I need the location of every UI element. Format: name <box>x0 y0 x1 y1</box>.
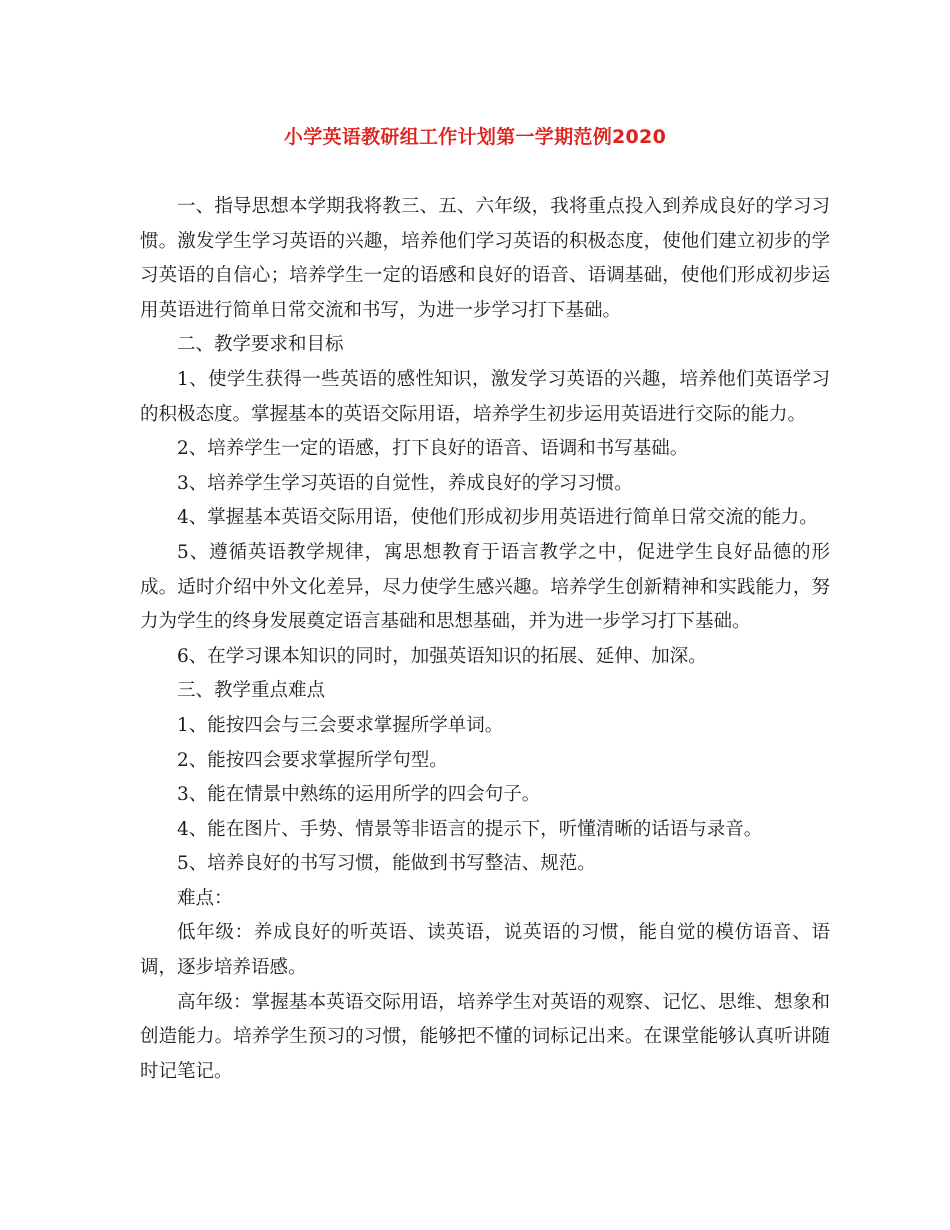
list-item: 5、遵循英语教学规律，寓思想教育于语言教学之中，促进学生良好品德的形成。适时介绍中外文化差异，尽力使学生感兴趣。培养学生创新精神和实践能力，努力为学生的终身发展奠定语言基础和思想基础，并为进一步学习打下基础。 <box>140 541 830 633</box>
list-item: 3、培养学生学习英语的自觉性，养成良好的学习习惯。 <box>177 472 633 494</box>
paragraph-lower-grades: 低年级：养成良好的听英语、读英语，说英语的习惯，能自觉的模仿语音、语调，逐步培养语感。 <box>140 922 830 979</box>
list-item: 1、能按四会与三会要求掌握所学单词。 <box>177 714 504 736</box>
paragraph-upper-grades: 高年级：掌握基本英语交际用语，培养学生对英语的观察、记忆、思维、想象和创造能力。培养学生预习的习惯，能够把不懂的词标记出来。在课堂能够认真听讲随时记笔记。 <box>140 991 830 1082</box>
list-item: 4、能在图片、手势、情景等非语言的提示下，听懂清晰的话语与录音。 <box>177 818 763 840</box>
list-item: 2、培养学生一定的语感，打下良好的语音、语调和书写基础。 <box>177 438 689 460</box>
list-item: 2、能按四会要求掌握所学句型。 <box>177 749 448 771</box>
document-title: 小学英语教研组工作计划第一学期范例2020 <box>283 126 667 148</box>
paragraph-guiding-ideology: 一、指导思想本学期我将教三、五、六年级，我将重点投入到养成良好的学习习惯。激发学生学习英语的兴趣，培养他们学习英语的积极态度，使他们建立初步的学习英语的自信心；培养学生一定的语感和良好的语音、语调基础，使他们形成初步运用英语进行简单日常交流和书写，为进一步学习打下基础。 <box>140 196 830 321</box>
list-item: 4、掌握基本英语交际用语，使他们形成初步用英语进行简单日常交流的能力。 <box>177 507 818 529</box>
document-body <box>140 190 830 1089</box>
difficulties-heading: 难点： <box>177 887 233 909</box>
list-item: 5、培养良好的书写习惯，能做到书写整洁、规范。 <box>177 853 596 875</box>
list-item: 1、使学生获得一些英语的感性知识，激发学习英语的兴趣，培养他们英语学习的积极态度。掌握基本的英语交际用语，培养学生初步运用英语进行交际的能力。 <box>140 368 830 425</box>
section-heading-key-points: 三、教学重点难点 <box>177 680 326 702</box>
list-item: 6、在学习课本知识的同时，加强英语知识的拓展、延伸、加深。 <box>177 645 707 667</box>
list-item: 3、能在情景中熟练的运用所学的四会句子。 <box>177 784 541 806</box>
section-heading-requirements: 二、教学要求和目标 <box>177 334 344 356</box>
